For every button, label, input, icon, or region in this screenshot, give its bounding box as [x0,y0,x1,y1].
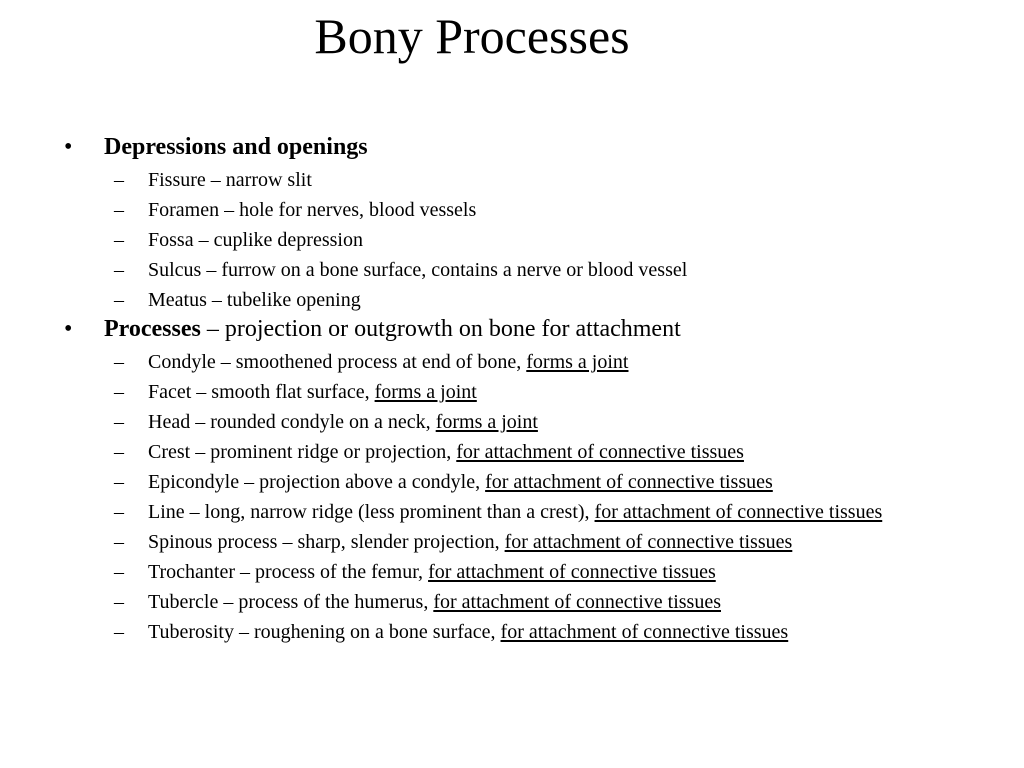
bullet-item-depressions [64,132,984,162]
sub-item [64,344,984,374]
dash-marker: – [114,381,124,403]
sub-item [64,282,984,312]
sub-item-link[interactable]: for attachment of connective tissues [594,501,883,523]
sub-item-description: Tubercle – process of the humerus, [148,591,434,613]
bullet-heading: Processes [104,316,201,342]
dash-marker: – [114,259,124,281]
sub-item-description: Fossa – cuplike depression [148,229,363,251]
bullet-marker: • [64,316,73,342]
sub-item-text [148,258,984,282]
sub-list-processes [64,344,984,644]
sub-item-link[interactable]: for attachment of connective tissues [456,441,744,463]
sub-item-text [148,440,984,464]
sub-item-link[interactable]: for attachment of connective tissues [433,591,721,613]
sub-list-depressions [64,162,984,312]
dash-marker: – [114,621,124,643]
sub-item-text [148,620,984,644]
sub-item-link[interactable]: for attachment of connective tissues [504,531,793,553]
sub-item-description: Head – rounded condyle on a neck, [148,411,436,433]
sub-item-description: Tuberosity – roughening on a bone surface, [148,621,501,643]
dash-marker: – [114,471,124,493]
sub-item [64,554,984,584]
sub-item-text [148,198,984,222]
sub-item [64,524,984,554]
sub-item-link[interactable]: for attachment of connective tissues [500,621,789,643]
sub-item [64,464,984,494]
sub-item-text [148,470,984,494]
sub-item [64,404,984,434]
sub-item [64,614,984,644]
sub-item-description: Facet – smooth flat surface, [148,381,375,403]
slide-title: Bony Processes [314,8,630,64]
sub-item [64,494,984,524]
sub-item-text [148,288,984,312]
sub-item [64,192,984,222]
sub-item-link[interactable]: forms a joint [526,351,629,373]
bullet-text [104,314,681,344]
dash-marker: – [114,351,124,373]
sub-item [64,222,984,252]
bullet-text [104,132,368,162]
dash-marker: – [114,199,124,221]
sub-item-description: Epicondyle – projection above a condyle, [148,471,486,493]
dash-marker: – [114,441,124,463]
dash-marker: – [114,289,124,311]
sub-item-text [148,168,984,192]
dash-marker: – [114,411,124,433]
sub-item-text [148,560,984,584]
sub-item-link[interactable]: forms a joint [374,381,477,403]
sub-item-description: Meatus – tubelike opening [148,289,361,311]
sub-item [64,434,984,464]
bullet-list [64,130,984,646]
sub-item-description: Sulcus – furrow on a bone surface, contains a nerve or blood vessel [148,259,688,281]
sub-item-description: Line – long, narrow ridge (less prominent than a crest), [148,501,595,523]
sub-item [64,374,984,404]
bullet-marker: • [64,134,73,160]
dash-marker: – [114,531,124,553]
bullet-heading: Depressions and openings [104,134,368,160]
sub-item-description: Condyle – smoothened process at end of bone, [148,351,527,373]
sub-item-link[interactable]: forms a joint [435,411,538,433]
sub-item-link[interactable]: for attachment of connective tissues [485,471,773,493]
sub-item-description: Crest – prominent ridge or projection, [148,441,457,463]
sub-item [64,252,984,282]
sub-item-description: Foramen – hole for nerves, blood vessels [148,199,477,221]
dash-marker: – [114,229,124,251]
dash-marker: – [114,169,124,191]
sub-item-text [148,500,984,524]
sub-item-description: Trochanter – process of the femur, [148,561,429,583]
sub-item-text [148,590,984,614]
dash-marker: – [114,561,124,583]
sub-item [64,162,984,192]
dash-marker: – [114,591,124,613]
sub-item-text [148,410,984,434]
bullet-heading-rest: – projection or outgrowth on bone for attachment [200,316,681,342]
sub-item-text [148,380,984,404]
sub-item-text [148,228,984,252]
sub-item-text [148,530,984,554]
sub-item-link[interactable]: for attachment of connective tissues [428,561,716,583]
dash-marker: – [114,501,124,523]
sub-item-text [148,350,984,374]
sub-item [64,584,984,614]
sub-item-description: Fissure – narrow slit [148,169,312,191]
bullet-item-processes [64,314,984,344]
sub-item-description: Spinous process – sharp, slender projection, [148,531,505,553]
